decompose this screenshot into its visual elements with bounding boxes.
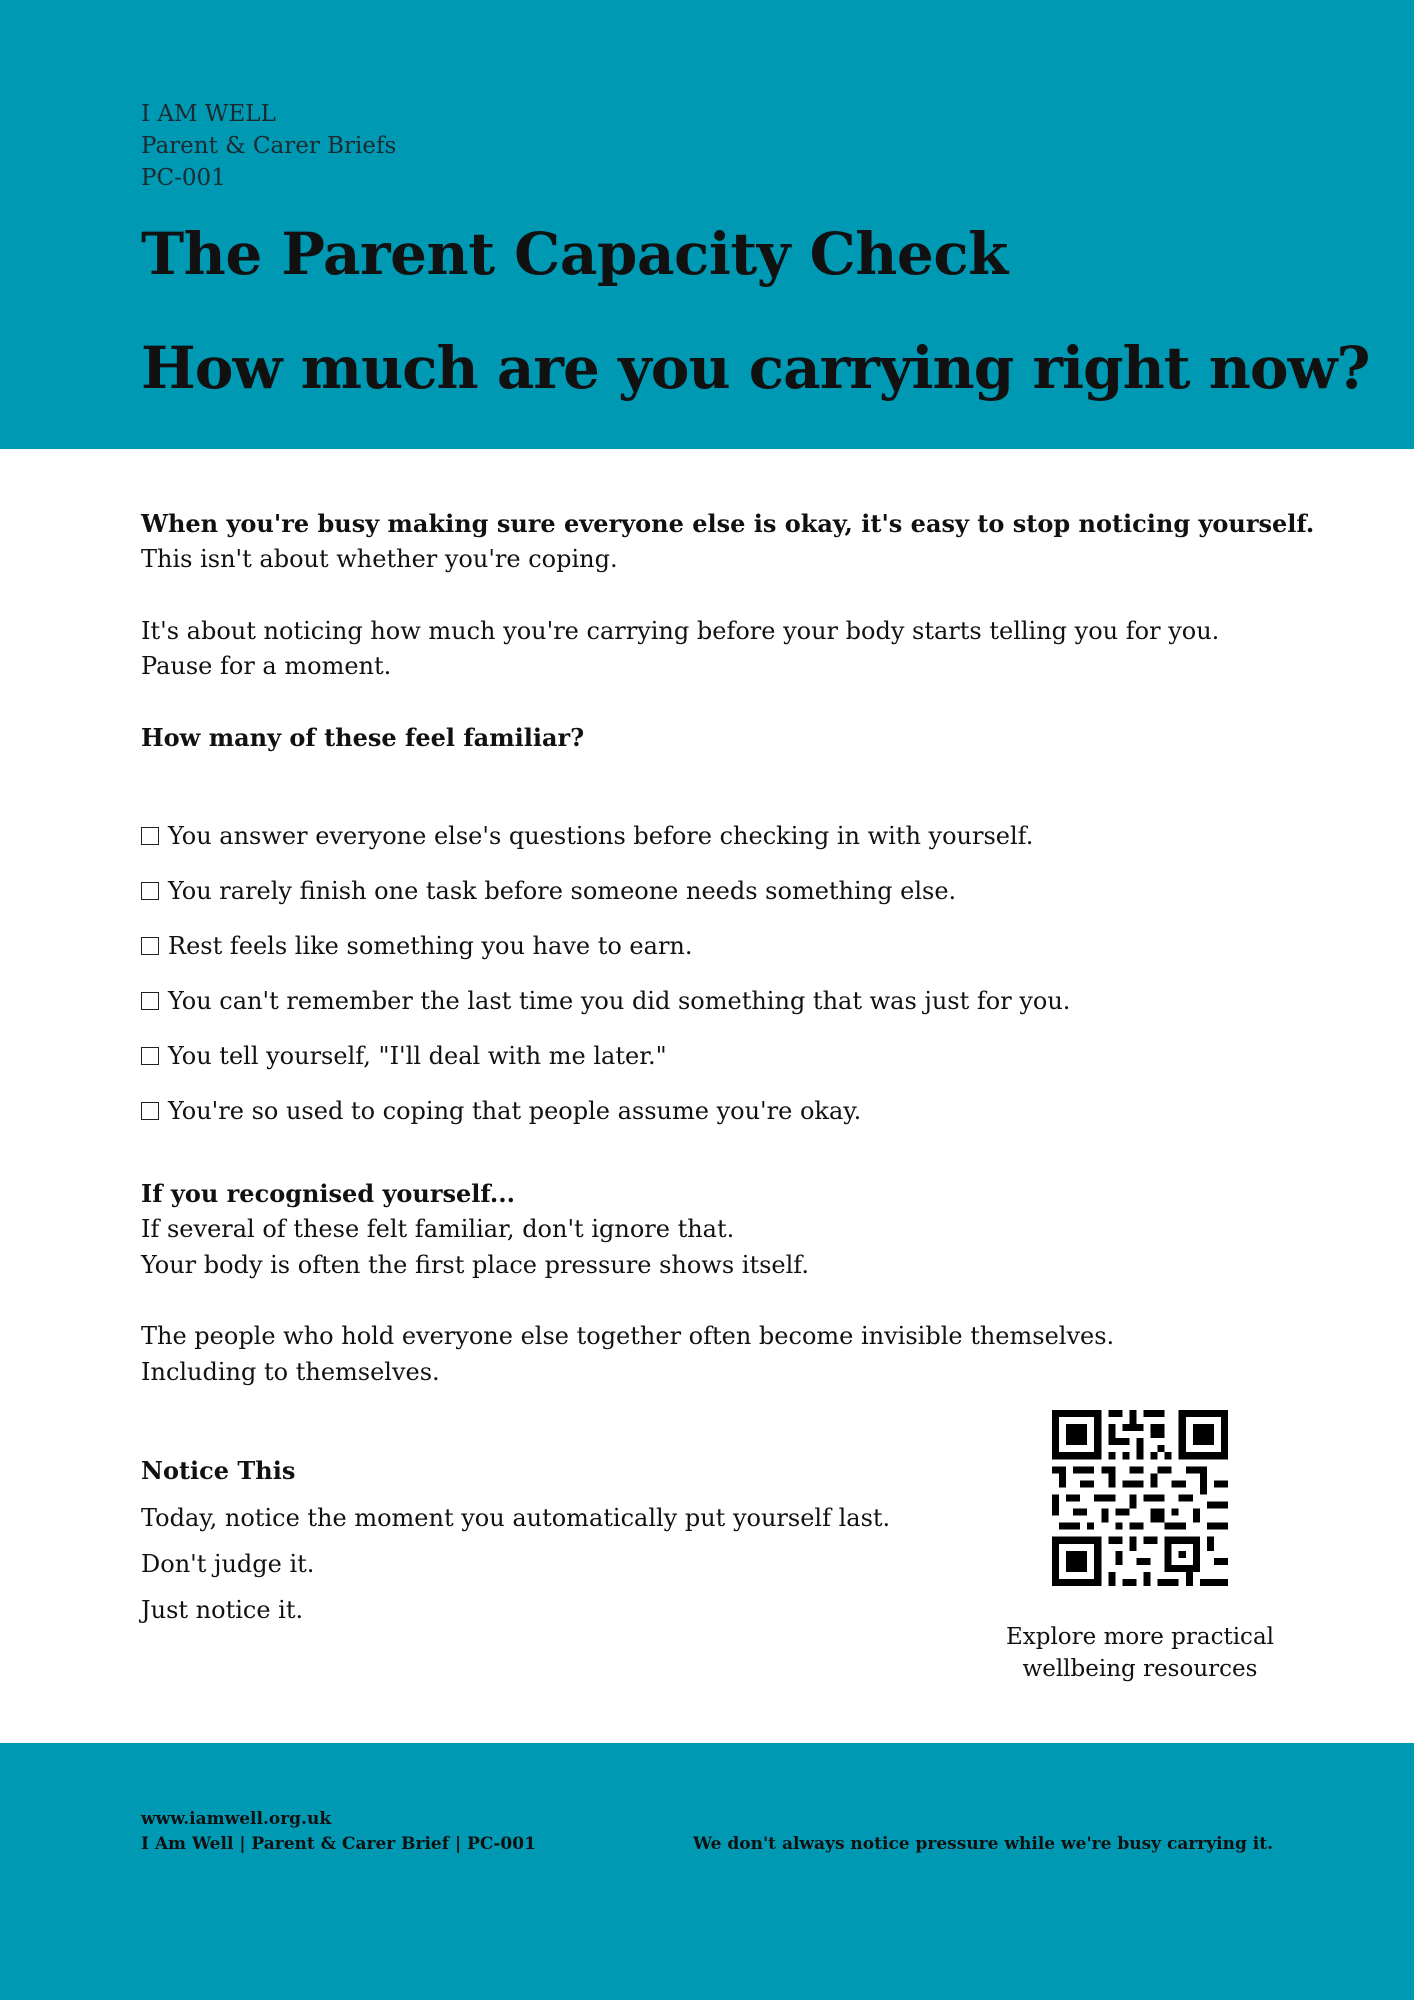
qr-caption-line-1: Explore more practical <box>1005 1624 1275 1650</box>
recognised-line-3: The people who hold everyone else together often become invisible themselves. <box>141 1322 1115 1350</box>
checklist-item[interactable] <box>141 983 1070 1019</box>
header-meta <box>141 98 396 194</box>
footer-reference: I Am Well | Parent & Carer Brief | PC-001 <box>141 1834 536 1854</box>
notice-line-3: Just notice it. <box>141 1596 304 1624</box>
footer-band <box>0 1743 1414 2000</box>
page-title: The Parent Capacity Check <box>141 220 1008 288</box>
checklist-item-label: You tell yourself, "I'll deal with me later." <box>168 1042 667 1070</box>
checklist-item-label: You answer everyone else's questions before checking in with yourself. <box>168 822 1034 850</box>
notice-line-2: Don't judge it. <box>141 1550 315 1578</box>
page-subtitle: How much are you carrying right now? <box>141 334 1370 402</box>
checklist-item[interactable] <box>141 1038 667 1074</box>
qr-align-dot <box>1179 1551 1186 1558</box>
checklist-item[interactable] <box>141 873 956 909</box>
series-name: Parent & Carer Briefs <box>141 133 397 159</box>
qr-caption-line-2: wellbeing resources <box>1022 1656 1258 1682</box>
checklist-item[interactable] <box>141 818 1033 854</box>
intro-lead: When you're busy making sure everyone else is okay, it's easy to stop noticing yourself. <box>141 509 1315 538</box>
notice-heading: Notice This <box>141 1456 296 1485</box>
intro-line-1: This isn't about whether you're coping. <box>141 545 618 573</box>
footer-tagline: We don't always notice pressure while we're busy carrying it. <box>692 1834 1273 1854</box>
checklist-item[interactable] <box>141 1093 861 1129</box>
recognised-line-1: If several of these felt familiar, don't ignore that. <box>141 1215 735 1243</box>
checklist-item[interactable] <box>141 928 693 964</box>
checkbox-icon[interactable] <box>141 1102 159 1120</box>
intro-line-2: It's about noticing how much you're carrying before your body starts telling you for you. <box>141 617 1220 645</box>
checklist-item-label: You rarely finish one task before someone needs something else. <box>168 877 957 905</box>
checkbox-icon[interactable] <box>141 992 159 1010</box>
checklist-heading: How many of these feel familiar? <box>141 723 585 752</box>
footer-website-link[interactable]: www.iamwell.org.uk <box>141 1809 332 1829</box>
checkbox-icon[interactable] <box>141 882 159 900</box>
checkbox-icon[interactable] <box>141 827 159 845</box>
recognised-line-4: Including to themselves. <box>141 1358 440 1386</box>
checklist-item-label: You can't remember the last time you did something that was just for you. <box>168 987 1071 1015</box>
notice-line-1: Today, notice the moment you automatically put yourself last. <box>141 1504 891 1532</box>
intro-line-3: Pause for a moment. <box>141 652 392 680</box>
checkbox-icon[interactable] <box>141 937 159 955</box>
footer-left <box>141 1807 536 1857</box>
checklist-item-label: Rest feels like something you have to earn. <box>168 932 693 960</box>
checklist-item-label: You're so used to coping that people assume you're okay. <box>168 1097 862 1125</box>
qr-caption <box>990 1621 1290 1685</box>
qr-code[interactable] <box>1052 1410 1228 1586</box>
brand-name: I AM WELL <box>141 101 276 127</box>
recognised-line-2: Your body is often the first place pressure shows itself. <box>141 1251 809 1279</box>
recognised-heading: If you recognised yourself... <box>141 1179 515 1208</box>
checkbox-icon[interactable] <box>141 1047 159 1065</box>
document-code: PC-001 <box>141 165 226 191</box>
